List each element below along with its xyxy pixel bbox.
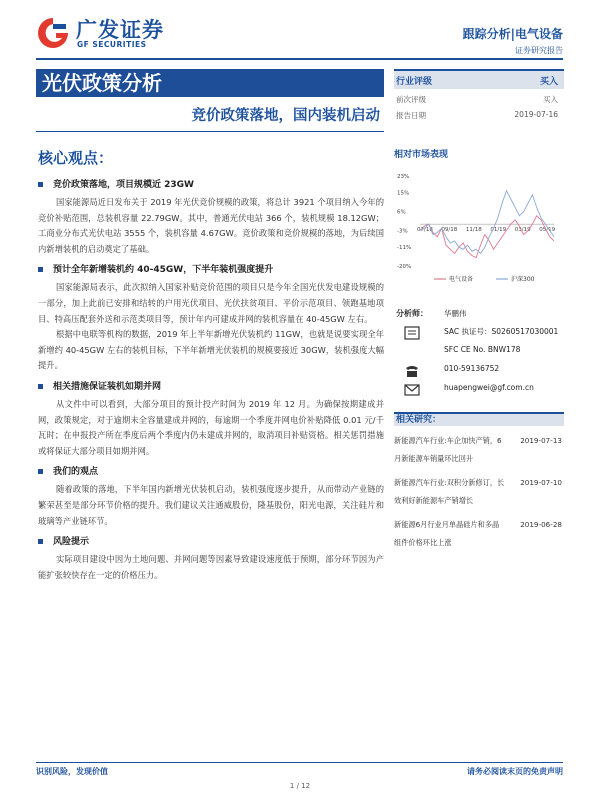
- report-title: 光伏政策分析: [36, 69, 384, 97]
- rating-value: 买入: [539, 76, 558, 87]
- bullet-icon: [38, 469, 43, 474]
- brand-name-en: GF SECURITIES: [77, 40, 147, 49]
- related-date: 2019-06-28: [520, 520, 562, 529]
- section-heading: 我们的观点: [38, 465, 384, 479]
- rating-row: 前次评级 买入: [396, 95, 558, 104]
- x-tick-label: 01/19: [490, 227, 507, 234]
- bullet-icon: [38, 182, 43, 187]
- rating-label: 行业评级: [396, 76, 433, 87]
- company-logo: [36, 14, 166, 50]
- email-icon: [404, 383, 420, 397]
- gf-logo-icon: [36, 16, 70, 48]
- certificate-icon: [404, 326, 420, 340]
- report-subtitle: 竞价政策落地，国内装机启动: [191, 107, 380, 124]
- section-heading: 风险提示: [38, 535, 384, 549]
- sac-number: SAC 执证号：S0260517030001: [444, 327, 559, 336]
- section-heading: 相关措施保证装机如期并网: [38, 380, 384, 394]
- series-line-sector: [420, 216, 554, 258]
- chart-title: 相对市场表现: [394, 150, 449, 160]
- legend-label: 沪深300: [511, 276, 535, 283]
- rating-row: 报告日期 2019-07-16: [396, 110, 558, 120]
- paragraph: 国家能源局近日发布关于 2019 年光伏竞价规模的政策，将总计 3921 个项目纳入今年的竞价补贴范围，总装机容量 22.79GW。其中，普通光伏电站 366 个，装机规模 18.12GW；工商业分布式光伏电站 3555 个，装机容量 4.67GW。竞价政策和竞价规模的落地，为后续国内新增装机的启动奠定了基础。: [38, 197, 384, 254]
- y-tick-label: -11%: [397, 245, 412, 252]
- y-tick-label: 15%: [397, 190, 410, 197]
- report-subtype: 证券研究报告: [515, 46, 563, 55]
- main-content: [38, 172, 384, 583]
- paragraph: 根据中电联等机构的数据，2019 年上半年新增光伏装机约 11GW，也就是说要实现全年新增约 40-45GW 左右的装机目标，下半年新增光伏装机的规模要接近 30GW，装机强度大幅提升。: [38, 329, 384, 371]
- x-tick-label: 03/19: [514, 227, 531, 234]
- section-heading: 预计全年新增装机约 40-45GW，下半年装机强度提升: [38, 263, 384, 277]
- paragraph: 国家能源局表示，此次拟纳入国家补贴竞价范围的项目只是今年全国光伏发电建设规模的一部分，加上此前已安排和结转的户用光伏项目、光伏扶贫项目、平价示范项目、领跑基地项目、特高压配套外送和示范类项目等，预计年内可建成并网的装机容量在 40-45GW 左右。: [38, 282, 384, 324]
- related-title: 新能源汽车行业:车企加快产销，6月新能源车销量环比回升: [394, 436, 502, 463]
- relative-performance-chart: [394, 168, 564, 288]
- phone-number[interactable]: 010-59136752: [444, 364, 500, 373]
- footer-divider: [36, 762, 563, 763]
- phone-icon: [404, 364, 420, 378]
- analyst-name: 华鹏伟: [444, 309, 467, 318]
- footer-slogan: 识别风险，发现价值: [36, 767, 108, 776]
- x-tick-label: 07/18: [417, 227, 433, 234]
- core-views-title: 核心观点：: [38, 149, 114, 167]
- paragraph: 从文件中可以看到，大部分项目的预计投产时间为 2019 年 12 月。为确保按期建成并网，政策规定，对于逾期未全容量建成并网的，每逾期一个季度并网电价补贴降低 0.01 元/千瓦时；在申报投产所在季度后两个季度内仍未建成并网的，取消项目补贴资格。相关惩罚措施或将保证大部分项目如期并网。: [38, 398, 384, 456]
- bullet-icon: [38, 267, 43, 272]
- section-heading: 竞价政策落地，项目规模近 23GW: [38, 178, 384, 192]
- brand-name-cn: 广发证券: [76, 18, 164, 42]
- related-date: 2019-07-13: [520, 436, 562, 445]
- analyst-label: 分析师：: [396, 309, 428, 318]
- y-tick-label: -3%: [397, 228, 408, 235]
- related-item[interactable]: [394, 474, 564, 510]
- x-tick-label: 09/18: [441, 227, 458, 234]
- report-type: 跟踪分析|电气设备: [462, 27, 563, 41]
- paragraph: 实际项目建设中因为土地问题、并网问题等因素导致建设速度低于预期，部分环节因为产能扩张较快存在一定的价格压力。: [38, 554, 384, 580]
- paragraph: 随着政策的落地，下半年国内新增光伏装机启动，装机强度逐步提升，从而带动产业链的繁荣甚至是部分环节价格的提升。我们建议关注通威股份，隆基股份，阳光电源，关注硅片和玻璃等产业链环节。: [38, 484, 384, 526]
- y-tick-label: -20%: [397, 264, 412, 270]
- legend-label: 电气设备: [449, 276, 474, 283]
- x-tick-label: 05/19: [539, 227, 556, 234]
- related-research-list: [394, 432, 564, 558]
- related-item[interactable]: [394, 432, 564, 468]
- header-divider: [36, 58, 563, 60]
- related-item[interactable]: [394, 516, 564, 552]
- rating-header: [394, 69, 564, 89]
- rating-panel: [394, 69, 564, 121]
- sfc-number: SFC CE No. BNW178: [444, 345, 521, 354]
- bullet-icon: [38, 539, 43, 544]
- related-title: 新能源汽车行业:双积分新修订，长效利好新能源车产销增长: [394, 478, 505, 505]
- y-tick-label: 23%: [397, 174, 410, 180]
- bullet-icon: [38, 384, 43, 389]
- footer-disclaimer[interactable]: 请务必阅读末页的免责声明: [467, 767, 563, 776]
- y-tick-label: 6%: [397, 209, 406, 216]
- title-divider: [36, 131, 384, 132]
- related-research-header: 相关研究：: [394, 412, 564, 426]
- x-tick-label: 11/18: [465, 227, 482, 234]
- email-address[interactable]: huapengwei@gf.com.cn: [444, 383, 534, 392]
- related-title: 新能源6月行业月单晶硅片和多晶组件价格环比上涨: [394, 520, 500, 547]
- related-date: 2019-07-10: [520, 478, 562, 487]
- page-number: 1 / 12: [289, 782, 311, 790]
